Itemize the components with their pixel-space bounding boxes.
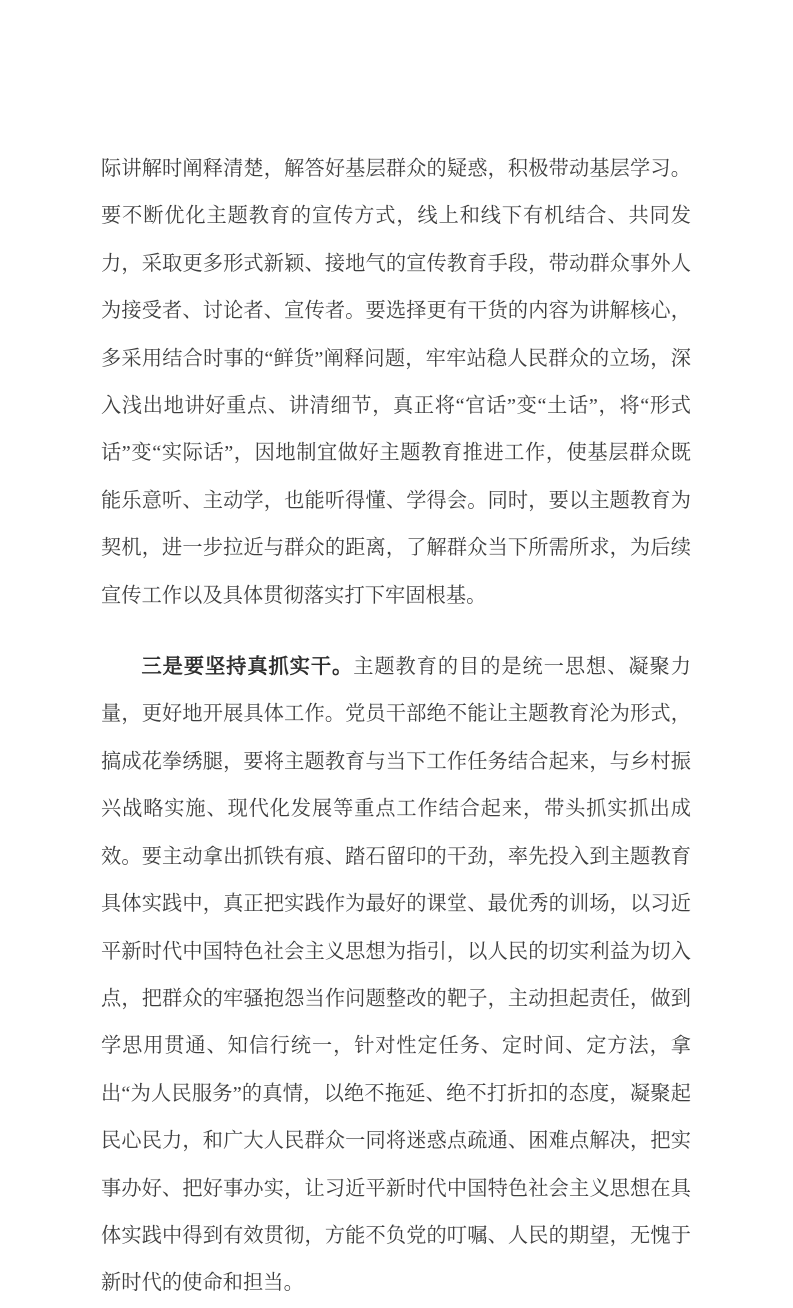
document-text-body: [101, 146, 691, 1308]
paragraph-continuation-text: 际讲解时阐释清楚，解答好基层群众的疑惑，积极带动基层学习。要不断优化主题教育的宣传方式，线上和线下有机结合、共同发力，采取更多形式新颖、接地气的宣传教育手段，带动群众事外人为接受者、讨论者、宣传者。要选择更有干货的内容为讲解核心，多采用结合时事的“鲜货”阐释问题，牢牢站稳人民群众的立场，深入浅出地讲好重点、讲清细节，真正将“官话”变“土话”，将“形式话”变“实际话”，因地制宜做好主题教育推进工作，使基层群众既能乐意听、主动学，也能听得懂、学得会。同时，要以主题教育为契机，进一步拉近与群众的距离，了解群众当下所需所求，为后续宣传工作以及具体贯彻落实打下牢固根基。: [101, 158, 691, 607]
paragraph-continuation: [101, 146, 691, 620]
paragraph-third-point-text: 主题教育的目的是统一思想、凝聚力量，更好地开展具体工作。党员干部绝不能让主题教育沦为形式，搞成花拳绣腿，要将主题教育与当下工作任务结合起来，与乡村振兴战略实施、现代化发展等重点工作结合起来，带头抓实抓出成效。要主动拿出抓铁有痕、踏石留印的干劲，率先投入到主题教育具体实践中，真正把实践作为最好的课堂、最优秀的训场，以习近平新时代中国特色社会主义思想为指引，以人民的切实利益为切入点，把群众的牢骚抱怨当作问题整改的靶子，主动担起责任，做到学思用贯通、知信行统一，针对性定任务、定时间、定方法，拿出“为人民服务”的真情，以绝不拖延、绝不打折扣的态度，凝聚起民心民力，和广大人民群众一同将迷惑点疏通、困难点解决，把实事办好、把好事办实，让习近平新时代中国特色社会主义思想在具体实践中得到有效贯彻，方能不负党的叮嘱、人民的期望，无愧于新时代的使命和担当。: [101, 656, 691, 1295]
paragraph-third-point: [101, 644, 691, 1308]
paragraph-third-point-lead: 三是要坚持真抓实干。: [141, 656, 354, 679]
